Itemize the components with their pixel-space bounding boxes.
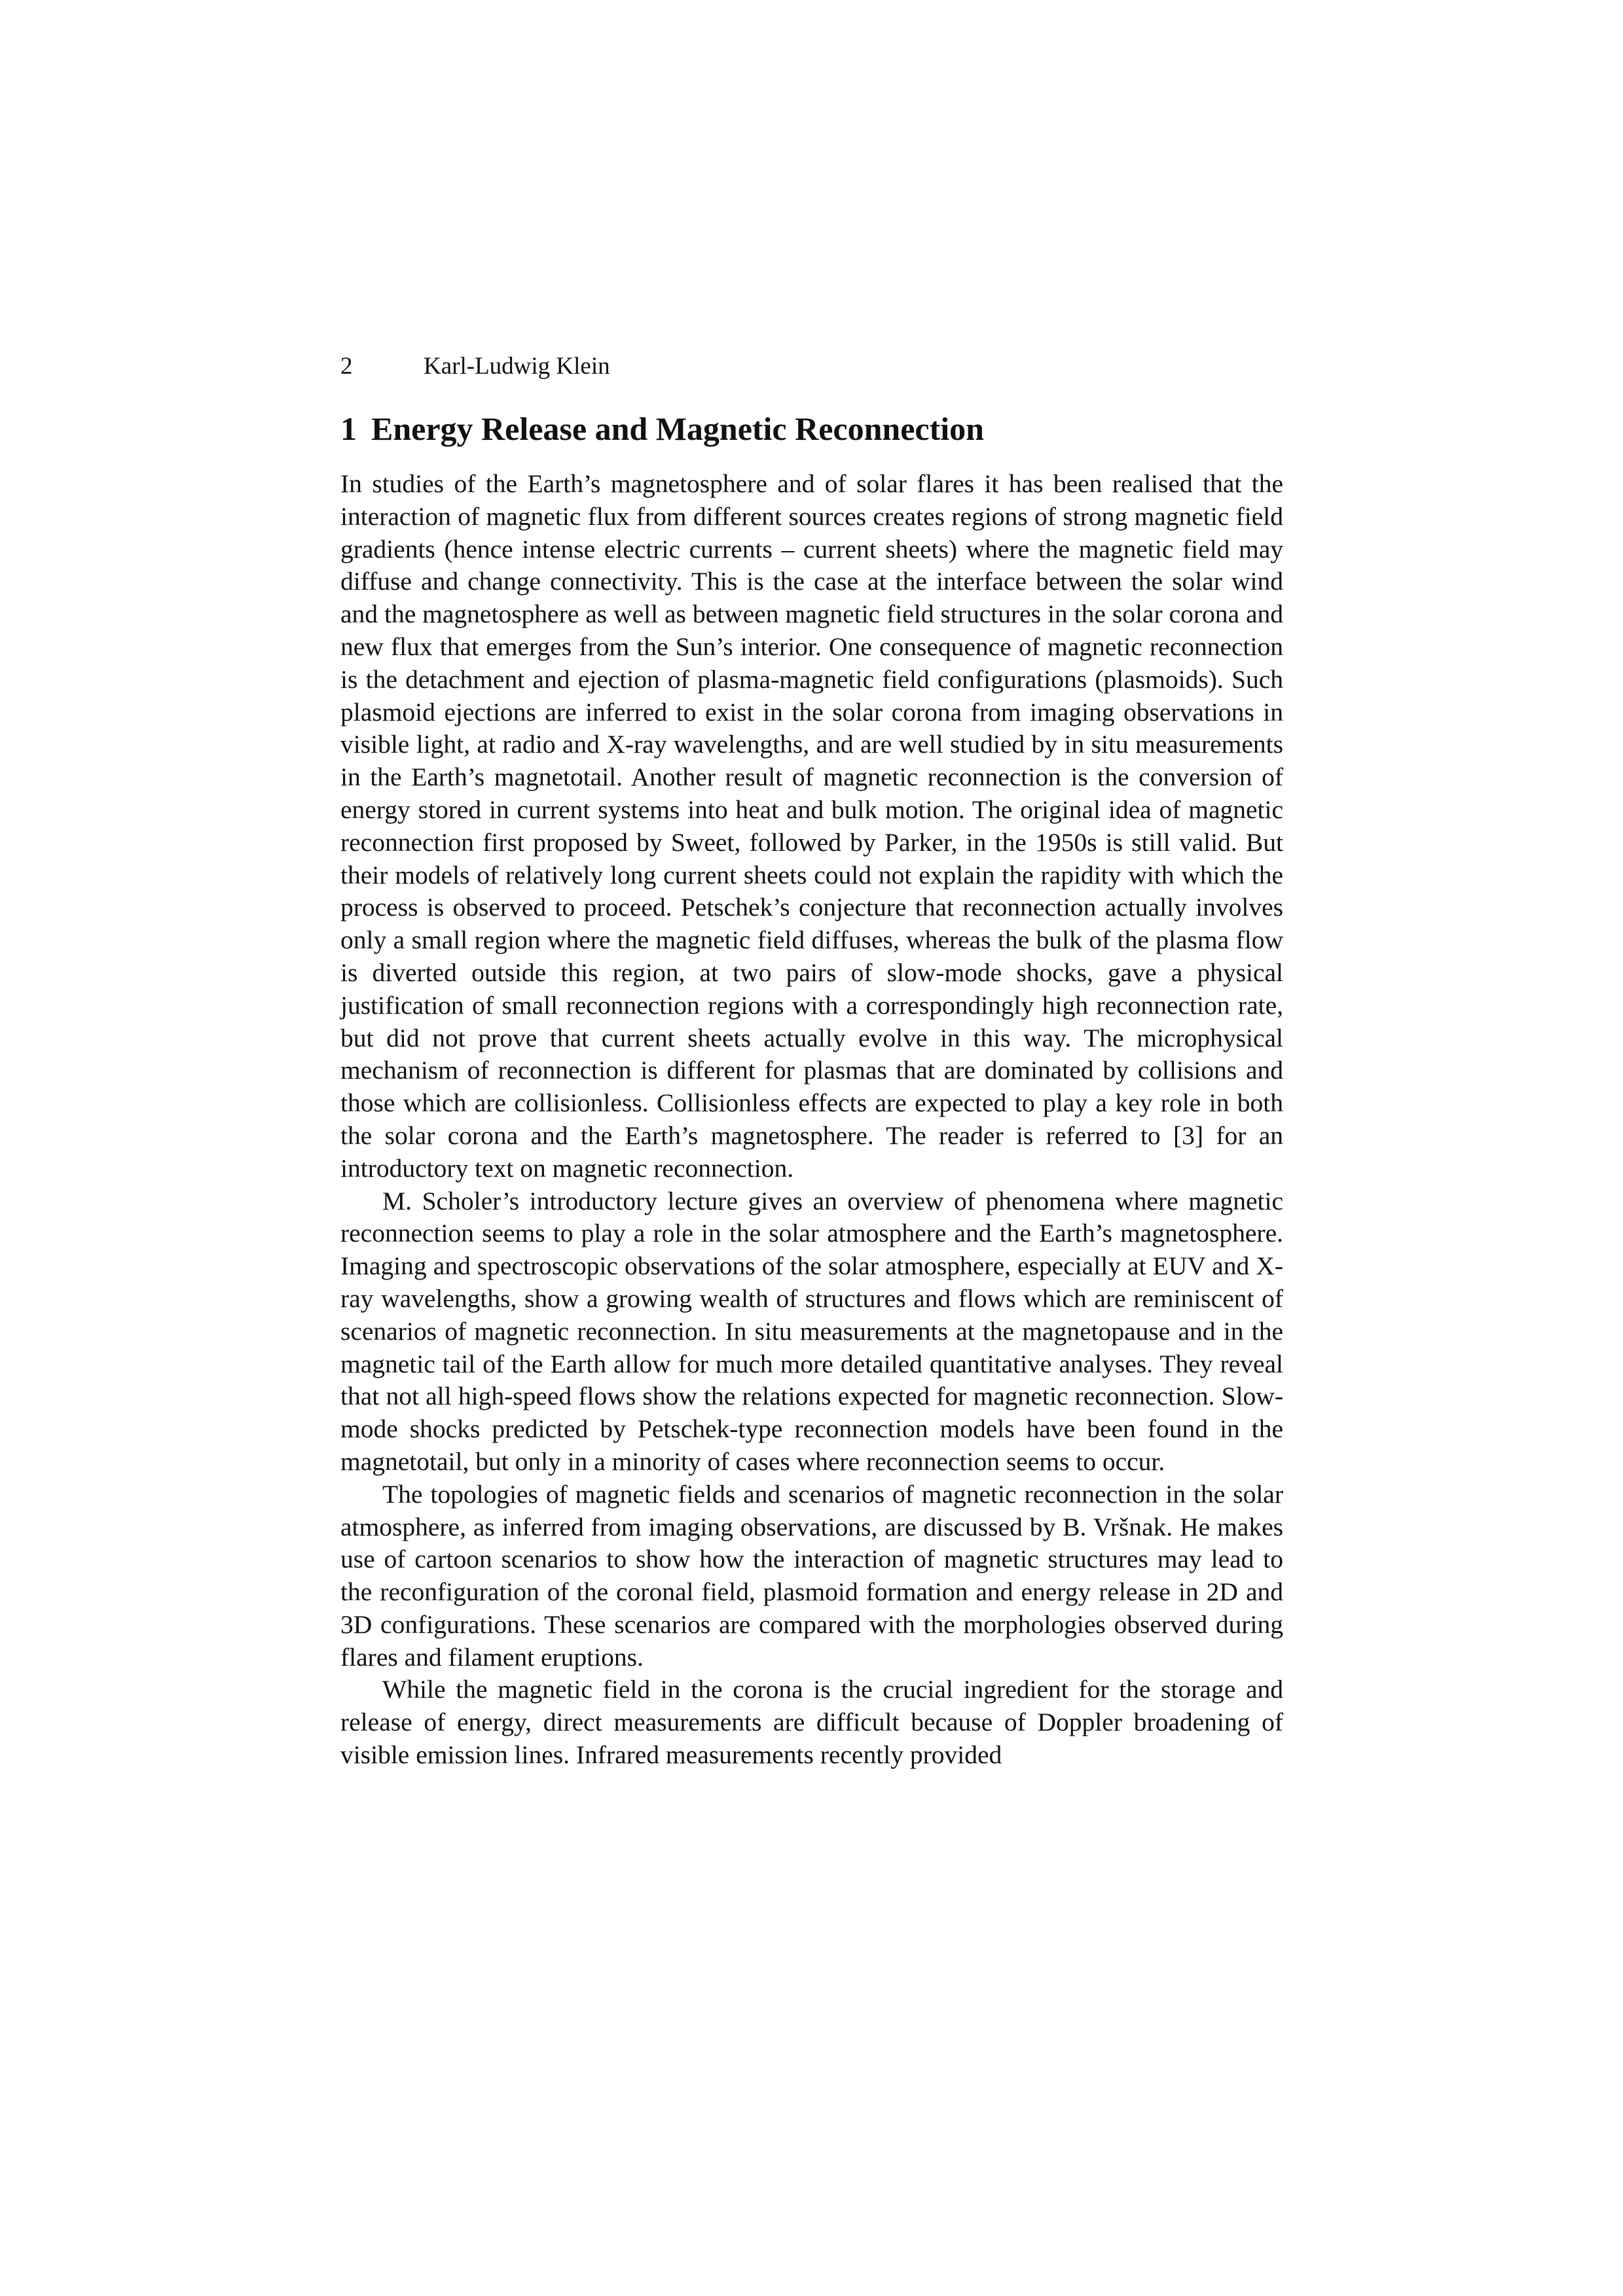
section-number: 1 bbox=[340, 410, 357, 447]
section-heading bbox=[340, 403, 1283, 455]
running-header bbox=[340, 347, 1283, 386]
body-text bbox=[340, 468, 1283, 1772]
paragraph-4: While the magnetic field in the corona is the crucial ingredient for the storage and release of energy, direct measurements are difficult because of Doppler broadening of visible emission lines. Infrared measurements recently provided bbox=[340, 1675, 1283, 1770]
running-author: Karl-Ludwig Klein bbox=[424, 353, 610, 380]
section-title: Energy Release and Magnetic Reconnection bbox=[371, 410, 984, 447]
page-number: 2 bbox=[340, 353, 353, 380]
paragraph-2: M. Scholer’s introductory lecture gives an overview of phenomena where magnetic reconnection seems to play a role in the solar atmosphere and the Earth’s magnetosphere. Imaging and spectroscopic observations of the solar atmosphere, especially at EUV and X-ray wavelengths, show a growing wealth of structures and flows which are reminiscent of scenarios of magnetic reconnection. In situ measurements at the magnetopause and in the magnetic tail of the Earth allow for much more detailed quantitative analyses. They reveal that not all high-speed flows show the relations expected for magnetic reconnection. Slow-mode shocks predicted by Petschek-type reconnection models have been found in the magnetotail, but only in a minority of cases where reconnection seems to occur. bbox=[340, 1186, 1283, 1476]
paragraph-3: The topologies of magnetic fields and scenarios of magnetic reconnection in the solar atmosphere, as inferred from imaging observations, are discussed by B. Vršnak. He makes use of cartoon scenarios to show how the interaction of magnetic structures may lead to the reconfiguration of the coronal field, plasmoid formation and energy release in 2D and 3D configurations. These scenarios are compared with the morphologies observed during flares and filament eruptions. bbox=[340, 1479, 1283, 1672]
paragraph-1: In studies of the Earth’s magnetosphere and of solar flares it has been realised that the interaction of magnetic flux from different sources creates regions of strong magnetic field gradients (hence intense electric currents – current sheets) where the magnetic field may diffuse and change connectivity. This is the case at the interface between the solar wind and the magnetosphere as well as between magnetic field structures in the solar corona and new flux that emerges from the Sun’s interior. One consequence of magnetic reconnection is the detachment and ejection of plasma-magnetic field configurations (plasmoids). Such plasmoid ejections are inferred to exist in the solar corona from imaging observations in visible light, at radio and X-ray wavelengths, and are well studied by in situ measurements in the Earth’s magnetotail. Another result of magnetic reconnection is the conversion of energy stored in current systems into heat and bulk motion. The original idea of magnetic reconnection first proposed by Sweet, followed by Parker, in the 1950s is still valid. But their models of relatively long current sheets could not explain the rapidity with which the process is observed to proceed. Petschek’s conjecture that reconnection actually involves only a small region where the magnetic field diffuses, whereas the bulk of the plasma flow is diverted outside this region, at two pairs of slow-mode shocks, gave a physical justification of small reconnection regions with a correspondingly high reconnection rate, but did not prove that current sheets actually evolve in this way. The microphysical mechanism of reconnection is different for plasmas that are dominated by collisions and those which are collisionless. Collisionless effects are expected to play a key role in both the solar corona and the Earth’s magnetosphere. The reader is referred to [3] for an introductory text on magnetic reconnection. bbox=[340, 469, 1283, 1183]
